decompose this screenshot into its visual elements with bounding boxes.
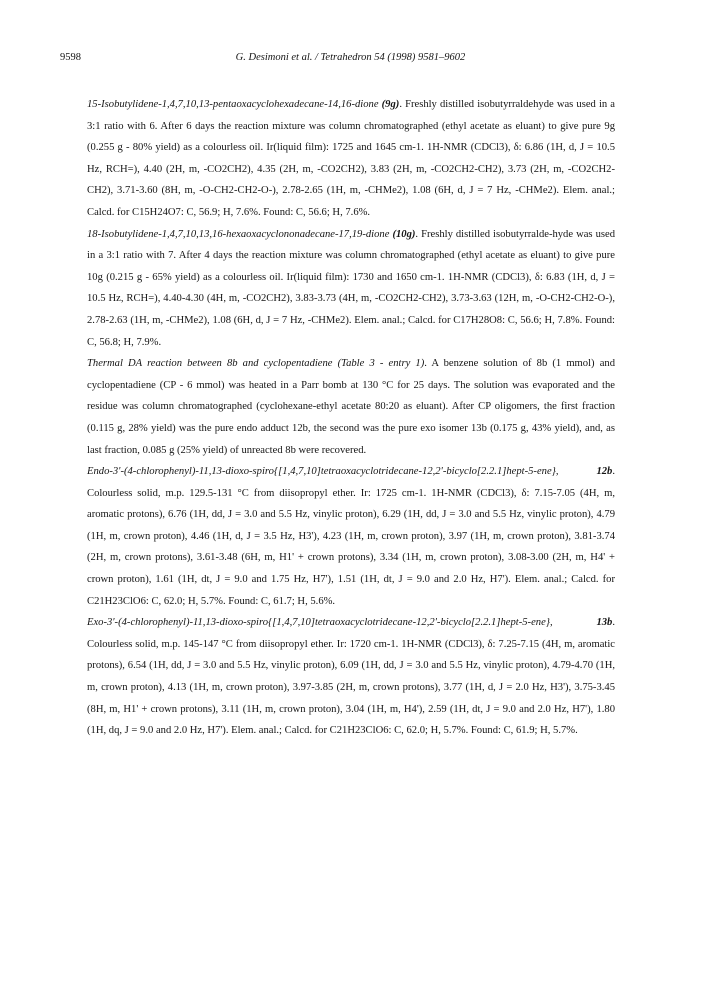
entry-thermal-da: [87, 353, 615, 461]
compound-label: (9g): [381, 99, 400, 110]
entry-9g: [87, 94, 615, 224]
entry-body: . Freshly distilled isobutyrralde-hyde was used in a 3:1 ratio with 7. After 4 days the reaction mixture was column chromatographed (ethyl acetate as eluant) to give pure 10g (0.215 g - 65% yield) as a colourless oil. Ir(liquid film): 1730 and 1650 cm-1. 1H-NMR (CDCl3), δ: 6.83 (1H, d, J = 10.5 Hz, RCH=), 4.40-4.30 (4H, m, -CO2CH2), 3.83-3.73 (4H, m, -CO2CH2-CH2), 3.73-3.63 (12H, m, -O-CH2-CH2-O-), 2.78-2.63 (1H, m, -CHMe2), 1.08 (6H, d, J = 7 Hz, -CHMe2). Elem. anal.; Calcd. for C17H28O8: C, 56.6; H, 7.8%. Found: C, 56.8; H, 7.9%.: [87, 228, 615, 348]
entry-body: . Colourless solid, m.p. 145-147 °C from diisopropyl ether. Ir: 1720 cm-1. 1H-NMR (CDCl3), δ: 7.25-7.15 (4H, m, aromatic protons), 6.54 (1H, dd, J = 3.0 and 5.5 Hz, vinylic proton), 6.09 (1H, dd, J = 3.0 and 5.5 Hz, vinylic proton), 4.79-4.70 (1H, m, crown proton), 4.13 (1H, m, crown proton), 3.97-3.85 (2H, m, crown protons), 3.77 (1H, d, J = 2.0 Hz, H3'), 3.75-3.45 (8H, m, H1' + crown protons), 3.11 (1H, m, crown proton), 3.04 (1H, m, H4'), 2.59 (1H, dt, J = 9.0 and 2.0 Hz, H7'), 1.80 (1H, dq, J = 9.0 and 2.0 Hz, H7'). Elem. anal.; Calcd. for C21H23ClO6: C, 62.0; H, 5.7%. Found: C, 61.9; H, 5.7%.: [87, 617, 615, 737]
entry-13b: [87, 612, 615, 742]
entry-title: Endo-3'-(4-chlorophenyl)-11,13-dioxo-spiro{[1,4,7,10]tetraoxacyclotridecane-12,2'-bicyclo[2.2.1]hept-5-ene},: [87, 466, 597, 478]
compound-label: 13b: [596, 617, 613, 629]
entry-title: 18-Isobutylidene-1,4,7,10,13,16-hexaoxacyclononadecane-17,19-dione: [87, 228, 390, 240]
page-number: 9598: [60, 52, 81, 63]
entry-title: Exo-3'-(4-chlorophenyl)-11,13-dioxo-spiro{[1,4,7,10]tetraoxacyclotridecane-12,2'-bicyclo[2.2.1]hept-5-ene},: [87, 617, 597, 629]
compound-label: (10g): [392, 228, 416, 240]
entry-body: . A benzene solution of 8b (1 mmol) and cyclopentadiene (CP - 6 mmol) was heated in a Parr bomb at 130 °C for 25 days. The solution was evaporated and the residue was column chromatographed (cyclohexane-ethyl acetate 80:20 as eluant). After CP oligomers, the first fraction (0.115 g, 28% yield) was the pure endo adduct 12b, the second was the pure exo isomer 13b (0.175 g, 43% yield), and, as last fraction, 0.085 g (25% yield) of unreacted 8b were recovered.: [87, 358, 615, 456]
compound-label: 12b: [596, 466, 613, 478]
entry-body: . Colourless solid, m.p. 129.5-131 °C from diisopropyl ether. Ir: 1725 cm-1. 1H-NMR (CDCl3), δ: 7.15-7.05 (4H, m, aromatic protons), 6.76 (1H, dd, J = 3.0 and 5.5 Hz, vinylic proton), 6.29 (1H, dd, J = 3.0 and 5.5 Hz, vinylic proton), 4.79 (1H, m, crown proton), 4.46 (1H, d, J = 3.5 Hz, H3'), 4.23 (1H, m, crown proton), 3.97 (1H, m, crown proton), 3.81-3.74 (2H, m, crown protons), 3.61-3.48 (6H, m, H1' + crown protons), 3.34 (1H, m, crown proton), 3.08-3.00 (2H, m, H4' + crown proton), 1.61 (1H, dt, J = 9.0 and 1.75 Hz, H7'), 1.51 (1H, dt, J = 9.0 and 2.0 Hz, H7'). Elem. anal.; Calcd. for C21H23ClO6: C, 62.0; H, 5.7%. Found: C, 61.7; H, 5.6%.: [87, 466, 615, 607]
experimental-section: [87, 94, 615, 742]
entry-body: . Freshly distilled isobutyrraldehyde was used in a 3:1 ratio with 6. After 6 days the reaction mixture was column chromatographed (ethyl acetate as eluant) to give pure 9g (0.255 g - 80% yield) as a colourless oil. Ir(liquid film): 1725 and 1645 cm-1. 1H-NMR (CDCl3), δ: 6.86 (1H, d, J = 10.5 Hz, RCH=), 4.40 (2H, m, -CO2CH2), 4.35 (2H, m, -CO2CH2), 3.83 (2H, m, -CO2CH2-CH2), 3.73 (2H, m, -CO2CH2-CH2), 3.71-3.60 (8H, m, -O-CH2-CH2-O-), 2.78-2.65 (1H, m, -CHMe2), 1.08 (6H, d, J = 7 Hz, -CHMe2). Elem. anal.; Calcd. for C15H24O7: C, 56.9; H, 7.6%. Found: C, 56.6; H, 7.6%.: [87, 99, 615, 218]
entry-title: 15-Isobutylidene-1,4,7,10,13-pentaoxacyclohexadecane-14,16-dione: [87, 99, 379, 110]
entry-12b: [87, 461, 615, 612]
running-head: G. Desimoni et al. / Tetrahedron 54 (1998) 9581–9602: [235, 52, 466, 63]
entry-title: Thermal DA reaction between 8b and cyclopentadiene (Table 3 - entry 1): [87, 358, 425, 370]
entry-10g: [87, 224, 615, 354]
